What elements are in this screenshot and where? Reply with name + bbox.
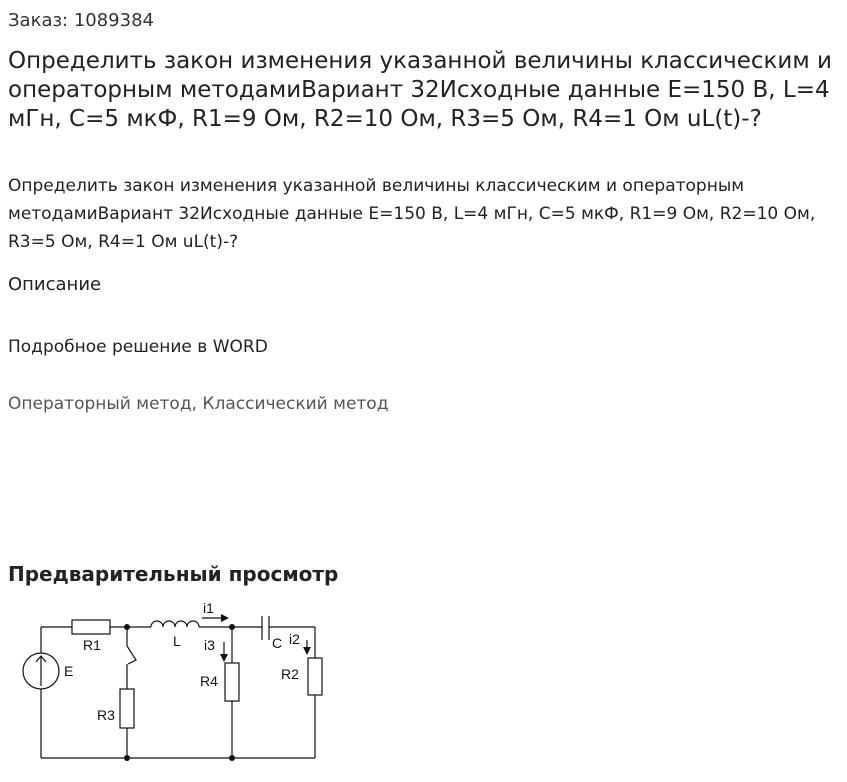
- description-text: Подробное решение в WORD: [8, 337, 268, 357]
- label-l: L: [173, 633, 181, 649]
- arrow-i2: [303, 647, 311, 655]
- arrow-i1: [221, 614, 229, 622]
- label-r2: R2: [281, 666, 299, 682]
- tag-link[interactable]: Операторный метод: [8, 394, 192, 414]
- resistor-r4: [225, 663, 239, 701]
- label-i1: i1: [203, 600, 214, 616]
- tag-list: [8, 394, 388, 414]
- circuit-diagram: [14, 596, 334, 768]
- task-summary: Определить закон изменения указанной величины классическим и операторным методамиВариант 32Исходные данные E=150 В, L=4 мГн, C=5 мкФ, R1=9 Ом, R2=10 Ом, R3=5 Ом, R4=1 Ом uL(t)-?: [8, 176, 816, 252]
- node-dot: [124, 624, 130, 630]
- label-r4: R4: [200, 673, 218, 689]
- tag-link[interactable]: Классический метод: [202, 394, 389, 414]
- label-e: E: [64, 663, 74, 679]
- arrow-i3: [220, 654, 228, 662]
- page-title: Определить закон изменения указанной величины классическим и операторным методамиВариант 32Исходные данные E=150 В, L=4 мГн, C=5 мкФ, R1=9 Ом, R2=10 Ом, R3=5 Ом, R4=1 Ом uL(t)-?: [8, 48, 832, 132]
- node-dot: [124, 755, 130, 761]
- label-i2: i2: [289, 631, 300, 647]
- resistor-r2: [308, 658, 322, 695]
- order-number: Заказ: 1089384: [8, 10, 154, 31]
- tag-separator: ,: [191, 394, 203, 414]
- label-r1: R1: [83, 637, 101, 653]
- label-i3: i3: [204, 637, 215, 653]
- switch: [127, 646, 136, 664]
- resistor-r3: [120, 689, 134, 728]
- description-heading: Описание: [8, 274, 102, 295]
- node-dot: [229, 624, 235, 630]
- label-c: C: [272, 635, 283, 651]
- resistor-r1: [72, 620, 110, 634]
- preview-heading: Предварительный просмотр: [8, 562, 339, 586]
- inductor-l: [151, 621, 199, 627]
- label-r3: R3: [97, 707, 115, 723]
- node-dot: [229, 755, 235, 761]
